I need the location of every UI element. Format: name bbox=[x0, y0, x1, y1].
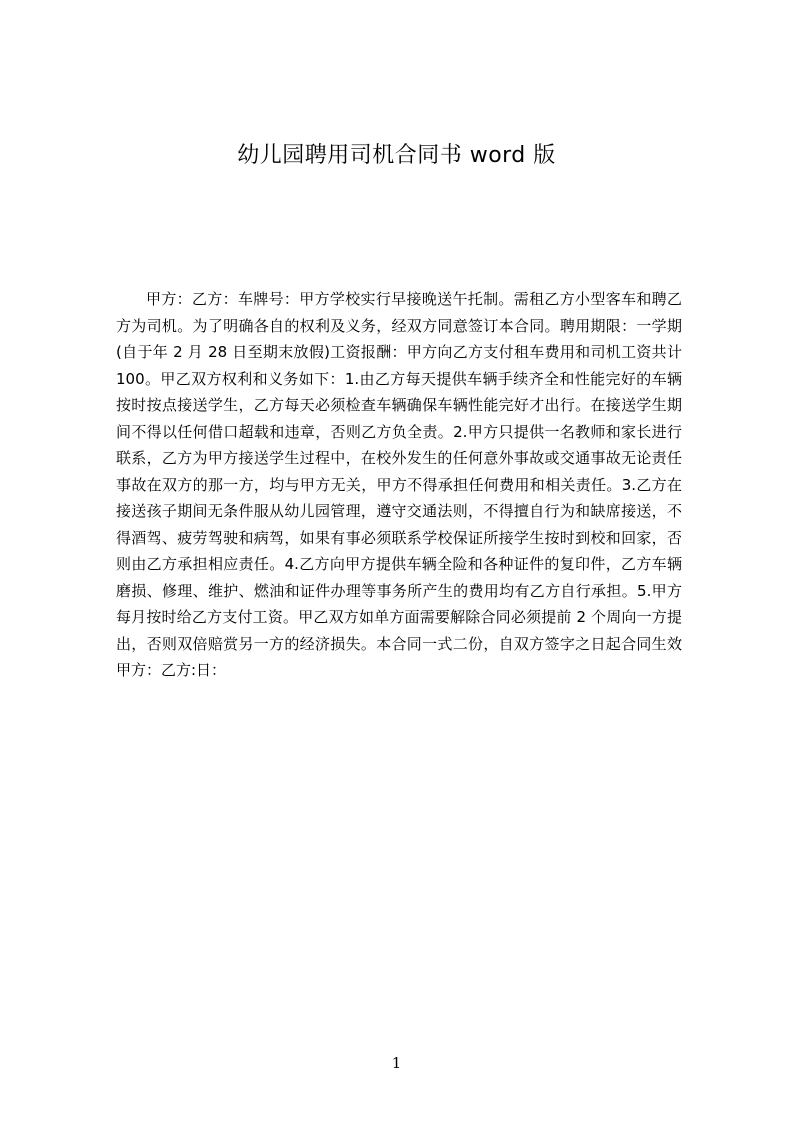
page-number: 1 bbox=[391, 1054, 402, 1072]
document-title: 幼儿园聘用司机合同书 word 版 bbox=[237, 143, 556, 168]
contract-body-paragraph: 甲方：乙方：车牌号：甲方学校实行早接晚送午托制。需租乙方小型客车和聘乙方为司机。为了明确各自的权利及义务，经双方同意签订本合同。聘用期限：一学期(自于年 2 月 28 日至期末放假)工资报酬：甲方向乙方支付租车费用和司机工资共计 100。甲乙双方权利和义务如下：1.由乙方每天提供车辆手续齐全和性能完好的车辆按时按点接送学生，乙方每天必须检查车辆确保车辆性能完好才出行。在接送学生期间不得以任何借口超载和违章，否则乙方负全责。2.甲方只提供一名教师和家长进行联系，乙方为甲方接送学生过程中，在校外发生的任何意外事故或交通事故无论责任事故在双方的那一方，均与甲方无关，甲方不得承担任何费用和相关责任。3.乙方在接送孩子期间无条件服从幼儿园管理，遵守交通法则，不得擅自行为和缺席接送，不得酒驾、疲劳驾驶和病驾，如果有事必须联系学校保证所接学生按时到校和回家，否则由乙方承担相应责任。4.乙方向甲方提供车辆全险和各种证件的复印件，乙方车辆磨损、修理、维护、燃油和证件办理等事务所产生的费用均有乙方自行承担。5.甲方每月按时给乙方支付工资。甲乙双方如单方面需要解除合同必须提前 2 个周向一方提出，否则双倍赔赏另一方的经济损失。本合同一式二份，自双方签字之日起合同生效甲方：乙方:日： bbox=[116, 290, 682, 679]
